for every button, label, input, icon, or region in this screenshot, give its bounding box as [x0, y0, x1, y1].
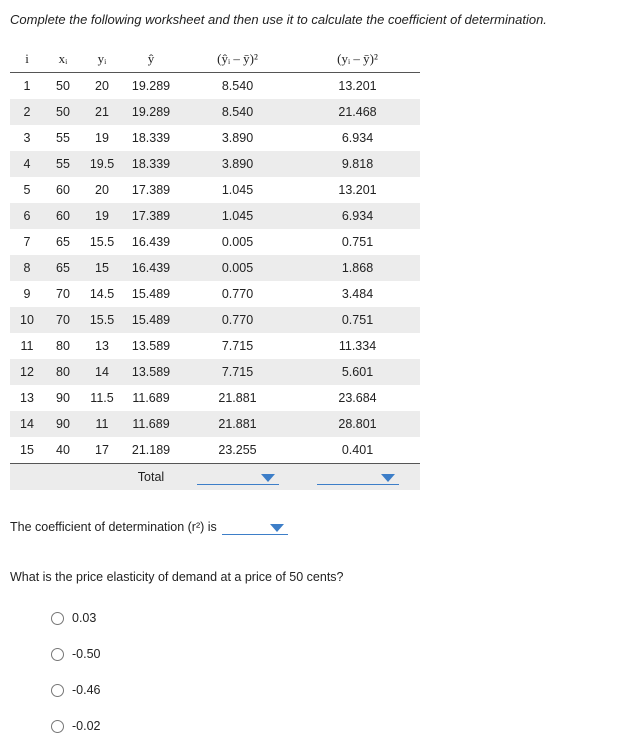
header-x: xᵢ — [44, 46, 82, 73]
cell-x: 50 — [44, 99, 82, 125]
cell-total-sq: 9.818 — [295, 151, 420, 177]
header-i: i — [10, 46, 44, 73]
cell-x: 65 — [44, 255, 82, 281]
cell-y: 21 — [82, 99, 122, 125]
cell-y: 19 — [95, 131, 109, 145]
cell-i: 4 — [10, 151, 44, 177]
cell-total-sq: 23.684 — [338, 391, 377, 405]
table-row — [10, 333, 420, 359]
cell-i: 14 — [10, 411, 44, 437]
cell-x: 60 — [56, 183, 70, 197]
cell-explained-sq: 1.045 — [180, 203, 295, 229]
cell-yhat: 21.189 — [131, 443, 171, 457]
cell-yhat: 16.439 — [122, 255, 180, 281]
cell-i: 12 — [10, 359, 44, 385]
cell-yhat: 17.389 — [122, 203, 180, 229]
table-row — [10, 385, 420, 411]
cell-i: 15 — [20, 443, 34, 457]
table-row — [10, 125, 420, 151]
cell-i: 1 — [23, 79, 31, 93]
cell-explained-sq: 8.540 — [221, 79, 254, 93]
cell-i: 6 — [10, 203, 44, 229]
table-row — [10, 359, 420, 385]
option-2[interactable] — [51, 647, 101, 661]
cell-total-sq: 21.468 — [295, 99, 420, 125]
cell-total-sq: 1.868 — [295, 255, 420, 281]
option-4[interactable] — [51, 719, 101, 733]
cell-y: 19.5 — [82, 151, 122, 177]
cell-total-sq: 6.934 — [295, 203, 420, 229]
cell-explained-sq: 23.255 — [218, 443, 257, 457]
cell-x: 55 — [56, 131, 70, 145]
worksheet-table — [10, 46, 420, 490]
cell-y: 17 — [95, 443, 109, 457]
cell-yhat: 15.489 — [131, 287, 171, 301]
option-label: -0.02 — [72, 719, 101, 733]
cell-i: 7 — [23, 235, 31, 249]
chevron-down-icon — [261, 474, 275, 482]
header-explained-sq: (ŷᵢ – ȳ)² — [180, 46, 295, 73]
cell-yhat: 19.289 — [122, 99, 180, 125]
cell-i: 2 — [10, 99, 44, 125]
question2-text: What is the price elasticity of demand at a price of 50 cents? — [10, 570, 344, 584]
cell-yhat: 11.689 — [132, 391, 170, 405]
cell-explained-sq: 0.770 — [221, 287, 254, 301]
table-row — [10, 203, 420, 229]
cell-yhat: 13.589 — [122, 359, 180, 385]
cell-x: 70 — [44, 307, 82, 333]
cell-y: 19 — [82, 203, 122, 229]
cell-x: 90 — [44, 411, 82, 437]
cell-explained-sq: 3.890 — [180, 151, 295, 177]
chevron-down-icon — [270, 524, 284, 532]
cell-i: 8 — [10, 255, 44, 281]
cell-i: 3 — [23, 131, 31, 145]
cell-y: 13 — [95, 339, 109, 353]
table-header-row — [10, 46, 420, 73]
cell-explained-sq: 1.045 — [221, 183, 254, 197]
radio-button[interactable] — [51, 648, 64, 661]
cell-explained-sq: 3.890 — [221, 131, 254, 145]
cell-x: 40 — [56, 443, 70, 457]
cell-x: 60 — [44, 203, 82, 229]
table-row — [10, 281, 420, 307]
option-1[interactable] — [51, 611, 96, 625]
option-label: -0.46 — [72, 683, 101, 697]
cell-explained-sq: 0.770 — [180, 307, 295, 333]
cell-explained-sq: 0.005 — [221, 235, 254, 249]
cell-yhat: 19.289 — [131, 79, 171, 93]
cell-total-sq: 0.751 — [341, 235, 374, 249]
cell-total-sq: 5.601 — [295, 359, 420, 385]
cell-explained-sq: 21.881 — [180, 411, 295, 437]
cell-yhat: 16.439 — [131, 235, 171, 249]
table-row — [10, 437, 420, 464]
cell-total-sq: 13.201 — [338, 79, 377, 93]
cell-explained-sq: 7.715 — [221, 339, 254, 353]
cell-explained-sq: 0.005 — [180, 255, 295, 281]
total-total-dropdown[interactable] — [317, 470, 399, 485]
cell-x: 70 — [56, 287, 70, 301]
cell-yhat: 17.389 — [131, 183, 171, 197]
table-row — [10, 411, 420, 437]
table-row — [10, 151, 420, 177]
cell-explained-sq: 21.881 — [218, 391, 257, 405]
total-label: Total — [122, 464, 180, 491]
table-row — [10, 99, 420, 125]
cell-yhat: 18.339 — [122, 151, 180, 177]
cell-x: 50 — [56, 79, 70, 93]
cell-y: 15.5 — [89, 235, 115, 249]
cell-i: 13 — [20, 391, 34, 405]
cell-x: 90 — [56, 391, 70, 405]
cell-y: 11 — [82, 411, 122, 437]
header-total-sq: (yᵢ – ȳ)² — [295, 46, 420, 73]
cell-y: 15 — [82, 255, 122, 281]
cell-yhat: 15.489 — [122, 307, 180, 333]
cell-yhat: 11.689 — [122, 411, 180, 437]
cell-x: 80 — [56, 339, 70, 353]
cell-x: 55 — [44, 151, 82, 177]
cell-i: 11 — [20, 339, 34, 353]
option-3[interactable] — [51, 683, 101, 697]
cell-total-sq: 3.484 — [341, 287, 374, 301]
cell-y: 11.5 — [90, 391, 114, 405]
radio-button[interactable] — [51, 684, 64, 697]
header-y: yᵢ — [82, 46, 122, 73]
cell-i: 10 — [10, 307, 44, 333]
cell-i: 9 — [23, 287, 31, 301]
option-label: -0.50 — [72, 647, 101, 661]
cell-y: 14.5 — [89, 287, 115, 301]
cell-total-sq: 6.934 — [341, 131, 374, 145]
table-row — [10, 177, 420, 203]
cell-total-sq: 13.201 — [338, 183, 377, 197]
cell-explained-sq: 7.715 — [180, 359, 295, 385]
cell-total-sq: 0.401 — [341, 443, 374, 457]
radio-button[interactable] — [51, 612, 64, 625]
cell-explained-sq: 8.540 — [180, 99, 295, 125]
cell-yhat: 13.589 — [131, 339, 171, 353]
cell-i: 5 — [23, 183, 31, 197]
cell-y: 14 — [82, 359, 122, 385]
table-row — [10, 229, 420, 255]
chevron-down-icon — [381, 474, 395, 482]
total-explained-dropdown[interactable] — [197, 470, 279, 485]
cell-x: 65 — [56, 235, 70, 249]
table-row — [10, 255, 420, 281]
table-row — [10, 307, 420, 333]
cell-y: 15.5 — [82, 307, 122, 333]
table-row — [10, 73, 420, 100]
total-row — [10, 464, 420, 491]
cell-total-sq: 0.751 — [295, 307, 420, 333]
header-yhat: ŷ — [122, 46, 180, 73]
option-label: 0.03 — [72, 611, 97, 625]
cell-y: 20 — [95, 79, 109, 93]
cell-total-sq: 28.801 — [295, 411, 420, 437]
instructions-text: Complete the following worksheet and then use it to calculate the coefficient of determination. — [10, 12, 547, 27]
cell-total-sq: 11.334 — [338, 339, 377, 353]
cell-y: 20 — [95, 183, 109, 197]
r2-dropdown[interactable] — [222, 520, 288, 535]
r2-question-text: The coefficient of determination (r²) is — [10, 520, 217, 534]
cell-yhat: 18.339 — [131, 131, 171, 145]
radio-button[interactable] — [51, 720, 64, 733]
cell-x: 80 — [44, 359, 82, 385]
r2-question — [10, 520, 288, 535]
